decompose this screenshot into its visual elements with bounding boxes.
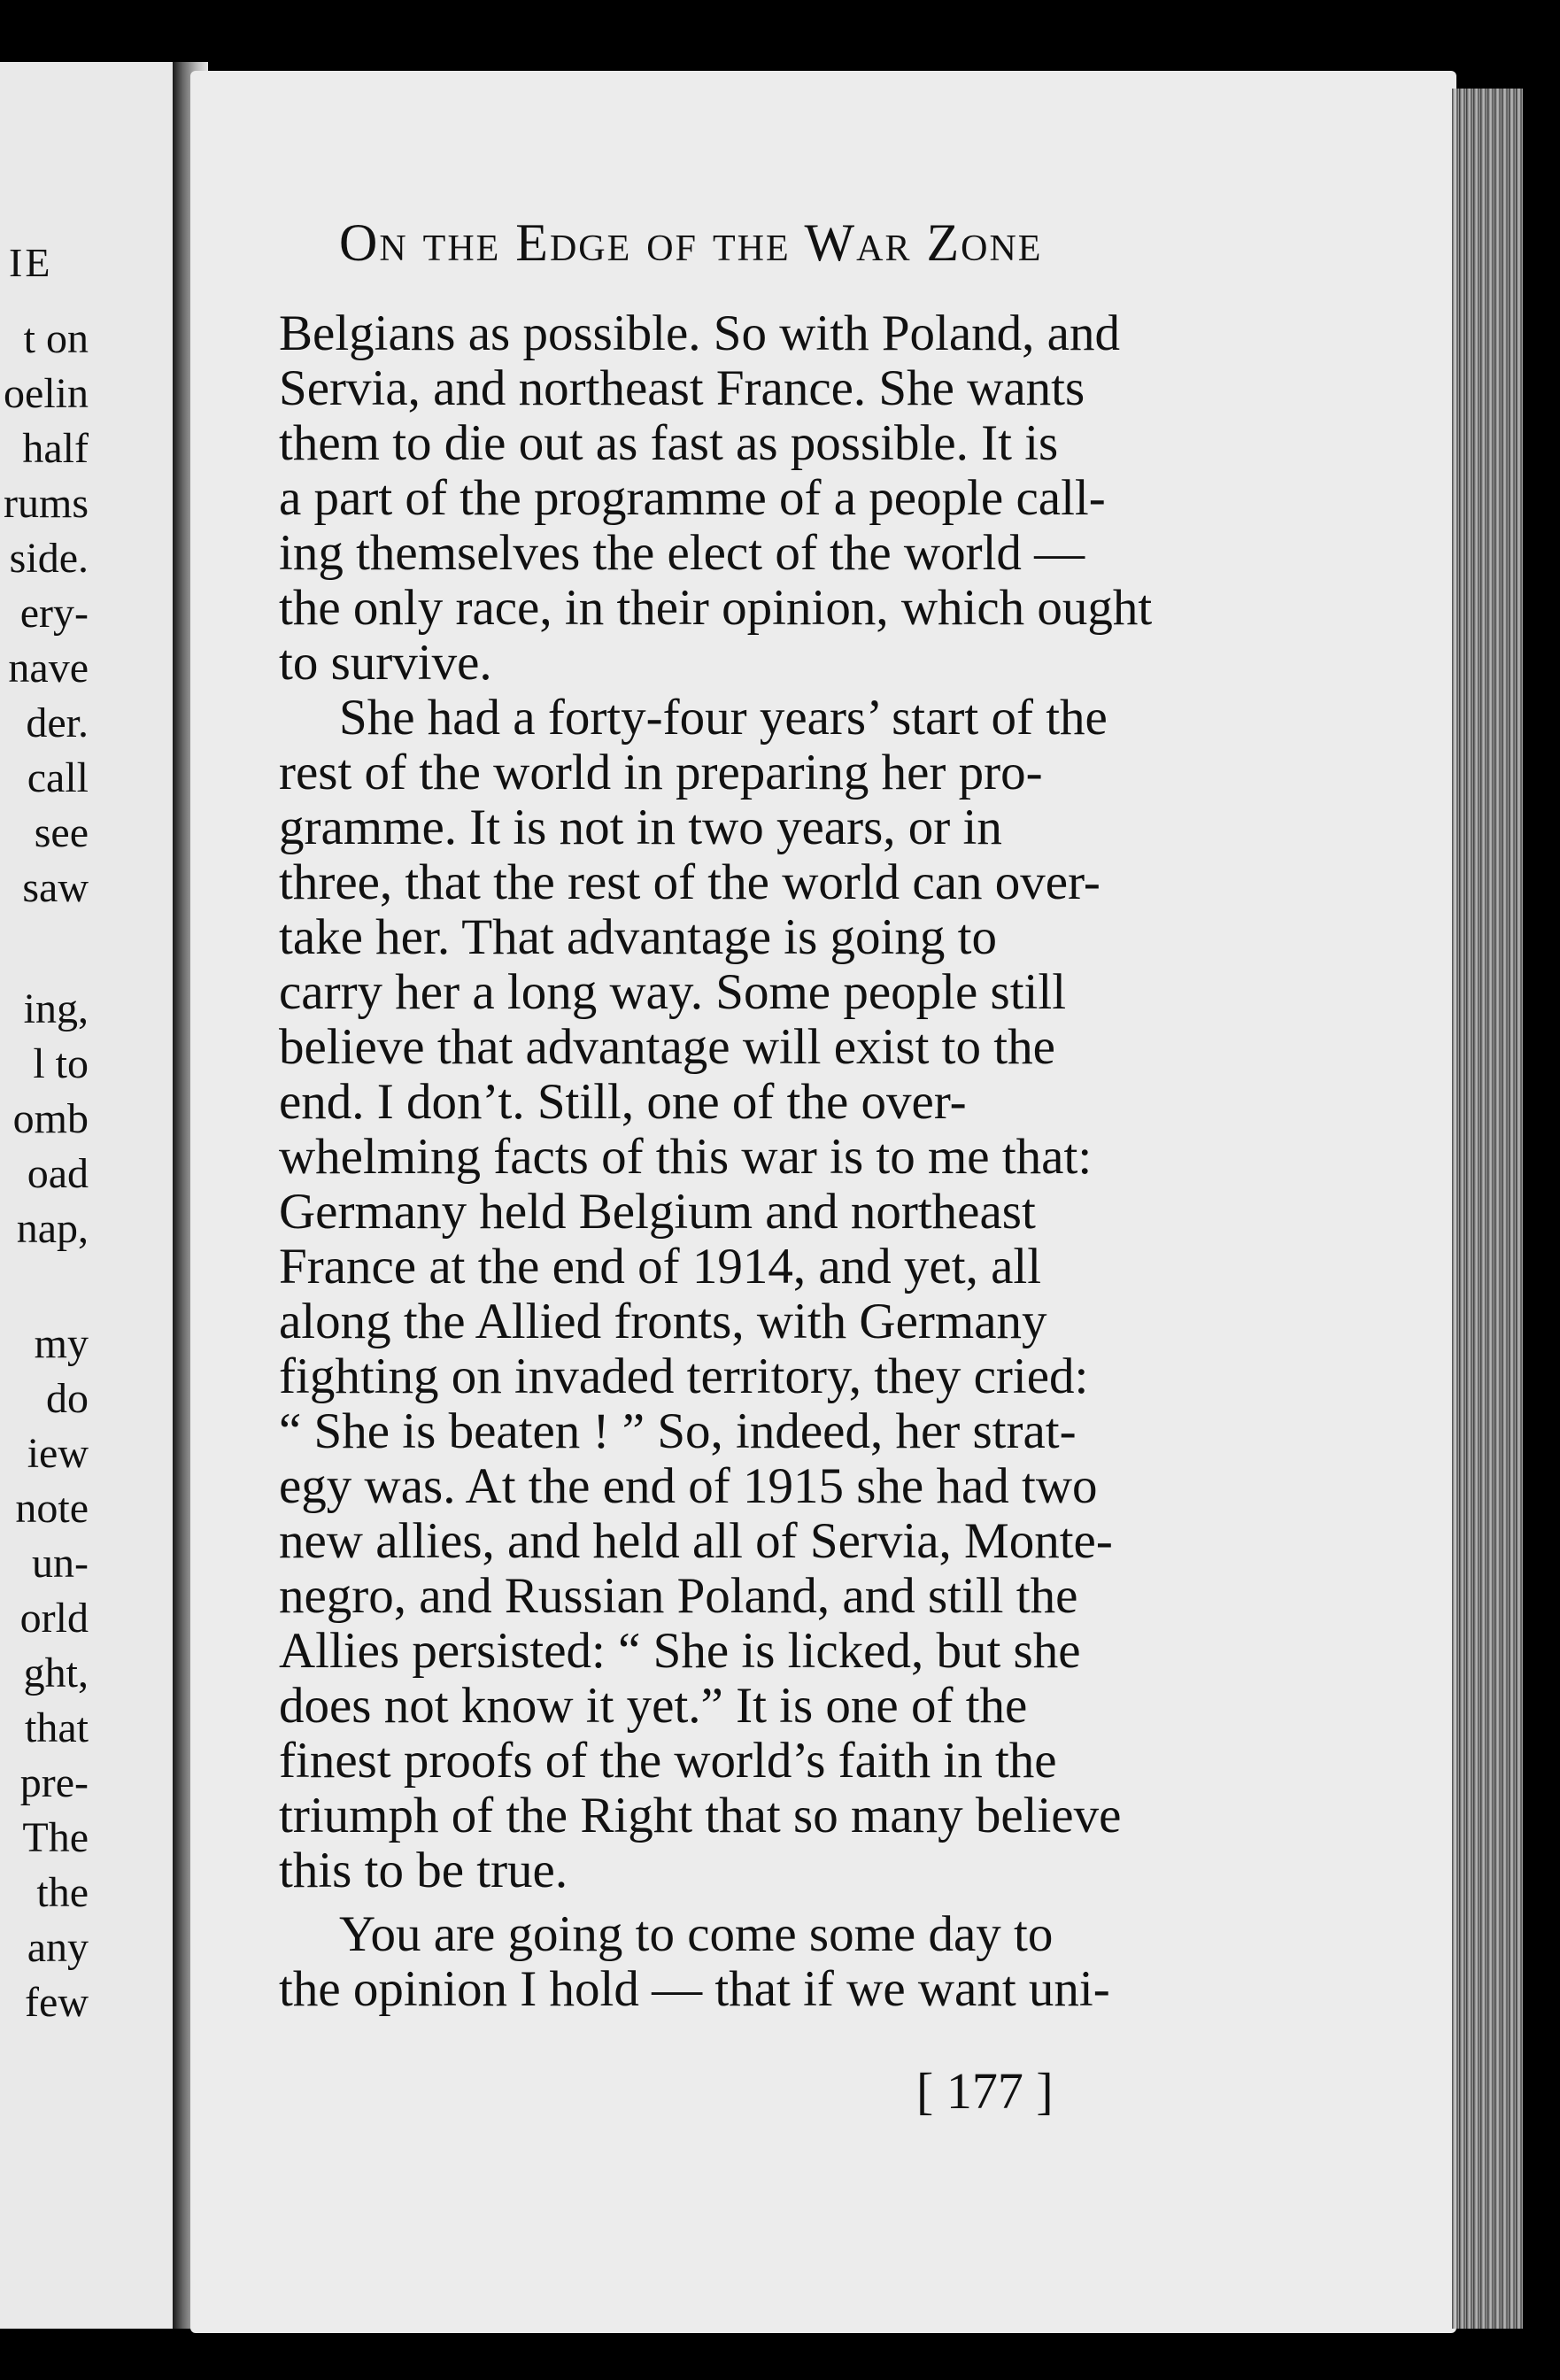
text-line: negro, and Russian Poland, and still the xyxy=(279,1568,1078,1624)
previous-page-line-fragment: any xyxy=(27,1924,89,1971)
previous-page-line-fragment: ery- xyxy=(19,590,89,637)
previous-page-line-fragment: nave xyxy=(8,645,89,692)
text-line: carry her a long way. Some people still xyxy=(279,964,1067,1020)
running-head-text: On the Edge of the War Zone xyxy=(339,213,1043,272)
previous-page-line-fragment: l to xyxy=(33,1040,89,1087)
previous-page-line-fragment: see xyxy=(34,809,89,856)
text-line: does not know it yet.” It is one of the xyxy=(279,1678,1028,1734)
text-line: She had a forty-four years’ start of the xyxy=(339,690,1108,746)
previous-page-line-fragment: few xyxy=(25,1979,89,2026)
text-line: new allies, and held all of Servia, Monte- xyxy=(279,1513,1113,1569)
previous-page-line-fragment: iew xyxy=(27,1430,89,1477)
previous-page-line-fragment: The xyxy=(22,1814,89,1861)
page-number: [ 177 ] xyxy=(916,2062,1054,2120)
text-line: gramme. It is not in two years, or in xyxy=(279,800,1002,855)
previous-page-line-fragment: t on xyxy=(23,315,89,362)
text-line: egy was. At the end of 1915 she had two xyxy=(279,1458,1098,1514)
text-line: finest proofs of the world’s faith in the xyxy=(279,1733,1057,1789)
text-line: ing themselves the elect of the world — xyxy=(279,525,1085,581)
text-line: Allies persisted: “ She is licked, but she xyxy=(279,1623,1081,1679)
previous-page-line-fragment: der. xyxy=(26,699,89,746)
previous-page-line-fragment: the xyxy=(36,1869,89,1916)
text-line: believe that advantage will exist to the xyxy=(279,1019,1055,1075)
previous-page-line-fragment: note xyxy=(15,1485,89,1532)
text-line: take her. That advantage is going to xyxy=(279,909,997,965)
text-line: France at the end of 1914, and yet, all xyxy=(279,1239,1042,1294)
text-line: Servia, and northeast France. She wants xyxy=(279,360,1085,416)
previous-page xyxy=(0,62,173,2329)
text-line: along the Allied fronts, with Germany xyxy=(279,1294,1047,1349)
previous-page-line-fragment: omb xyxy=(12,1095,89,1142)
text-line: Belgians as possible. So with Poland, and xyxy=(279,305,1120,361)
previous-page-line-fragment: nap, xyxy=(16,1205,89,1252)
text-line: the opinion I hold — that if we want uni- xyxy=(279,1961,1110,2017)
text-line: whelming facts of this war is to me that: xyxy=(279,1129,1093,1185)
text-line: to survive. xyxy=(279,635,492,691)
text-line: this to be true. xyxy=(279,1843,568,1898)
text-line: a part of the programme of a people call- xyxy=(279,470,1106,526)
text-line: three, that the rest of the world can over- xyxy=(279,854,1100,910)
text-line: You are going to come some day to xyxy=(339,1906,1054,1962)
text-line: Germany held Belgium and northeast xyxy=(279,1184,1036,1240)
previous-page-line-fragment: un- xyxy=(32,1540,89,1587)
previous-page-line-fragment: call xyxy=(27,754,89,801)
text-line: triumph of the Right that so many believe xyxy=(279,1788,1122,1843)
previous-page-line-fragment: pre- xyxy=(19,1759,89,1806)
previous-page-line-fragment: saw xyxy=(22,864,89,911)
previous-page-line-fragment: ing, xyxy=(23,985,89,1032)
previous-page-line-fragment: half xyxy=(22,425,89,472)
previous-page-line-fragment: ght, xyxy=(23,1650,89,1696)
previous-page-header-fragment: IE xyxy=(9,240,53,285)
page-edges xyxy=(1452,89,1523,2329)
text-line: “ She is beaten ! ” So, indeed, her strat- xyxy=(279,1403,1077,1459)
previous-page-line-fragment: that xyxy=(25,1704,89,1751)
text-line: rest of the world in preparing her pro- xyxy=(279,745,1043,800)
previous-page-line-fragment: do xyxy=(46,1375,89,1422)
previous-page-line-fragment: orld xyxy=(19,1595,89,1642)
text-line: end. I don’t. Still, one of the over- xyxy=(279,1074,967,1130)
previous-page-line-fragment: oelin xyxy=(4,370,89,417)
previous-page-line-fragment: oad xyxy=(27,1150,89,1197)
text-line: fighting on invaded territory, they cried: xyxy=(279,1348,1089,1404)
previous-page-line-fragment: rums xyxy=(4,480,89,527)
previous-page-line-fragment: side. xyxy=(9,535,89,582)
running-head xyxy=(339,212,1402,274)
book-page xyxy=(190,71,1456,2333)
text-line: the only race, in their opinion, which ought xyxy=(279,580,1153,636)
previous-page-line-fragment: my xyxy=(34,1320,89,1367)
text-line: them to die out as fast as possible. It is xyxy=(279,415,1059,471)
